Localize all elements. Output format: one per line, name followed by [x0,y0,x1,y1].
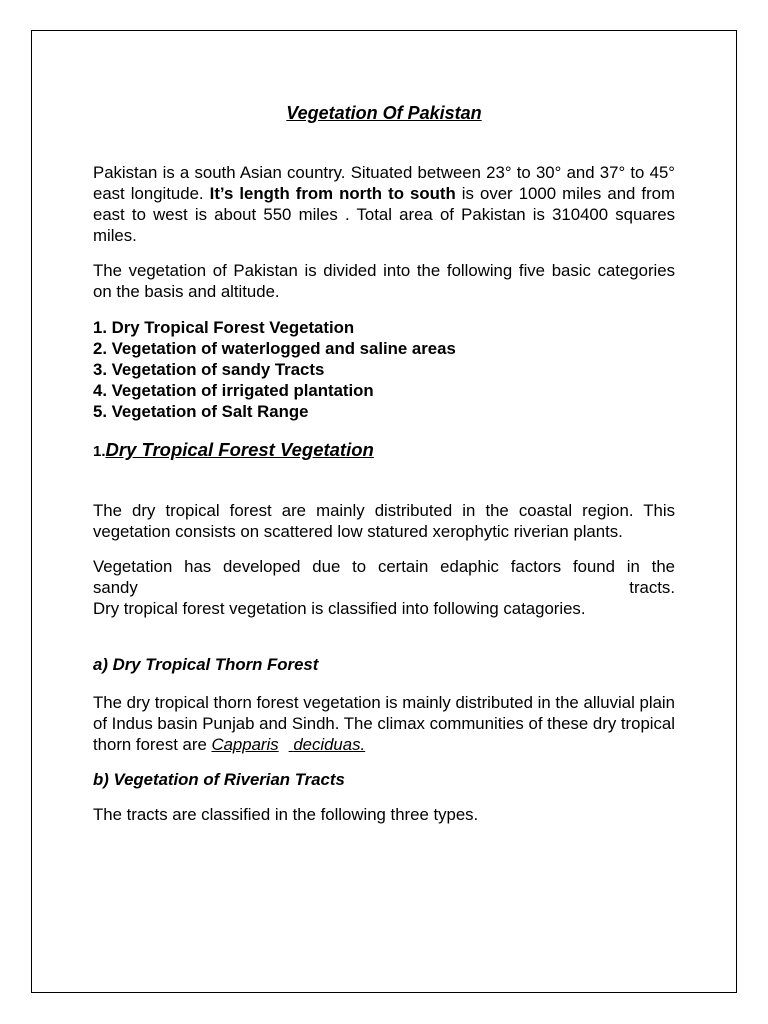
edaphic-line-2 [93,577,675,598]
tracts-paragraph: The tracts are classified in the following three types. [93,805,479,824]
section-heading-1 [93,437,675,465]
edaphic-line-1: Vegetation has developed due to certain edaphic factors found in the [93,557,675,576]
category-item: 4. Vegetation of irrigated plantation [93,381,374,400]
thorn-forest-paragraph [93,692,675,755]
intro-bold-text: It’s length from north to south [209,184,456,203]
subsection-a-heading: a) Dry Tropical Thorn Forest [93,655,319,674]
document-body [93,102,675,825]
category-item: 3. Vegetation of sandy Tracts [93,360,325,379]
category-item: 1. Dry Tropical Forest Vegetation [93,318,355,337]
vegetation-paragraph: The vegetation of Pakistan is divided into the following five basic categories on the basis and altitude. [93,261,675,301]
species-genus: Capparis [211,735,279,754]
category-item: 2. Vegetation of waterlogged and saline areas [93,339,456,358]
subsection-b-heading: b) Vegetation of Riverian Tracts [93,770,345,789]
intro-text-2: is over 1000 miles and from east to west is about 550 miles . Total area of Pakistan is 310400 squares miles. [93,184,675,245]
category-item: 5. Vegetation of Salt Range [93,402,309,421]
edaphic-paragraph [93,556,675,619]
edaphic-line-3: Dry tropical forest vegetation is classified into following catagories. [93,599,586,618]
intro-text-1: Pakistan is a south Asian country. Situated between 23° to 30° and 37° to 45° east longitude. [93,163,675,203]
page-title: Vegetation Of Pakistan [286,103,482,123]
thorn-forest-text: The dry tropical thorn forest vegetation is mainly distributed in the alluvial plain of Indus basin Punjab and Sindh. The climax communities of these dry tropical thorn forest are [93,693,675,754]
edaphic-word-tracts: tracts. [629,578,675,597]
category-list [93,317,675,422]
intro-paragraph [93,162,675,246]
dry-forest-paragraph: The dry tropical forest are mainly distributed in the coastal region. This vegetation consists on scattered low statured xerophytic riverian plants. [93,501,675,541]
species-epithet: deciduas. [293,735,366,754]
section-number: 1. [93,443,106,460]
section-heading-text: Dry Tropical Forest Vegetation [105,439,374,460]
edaphic-word-sandy: sandy [93,578,138,597]
